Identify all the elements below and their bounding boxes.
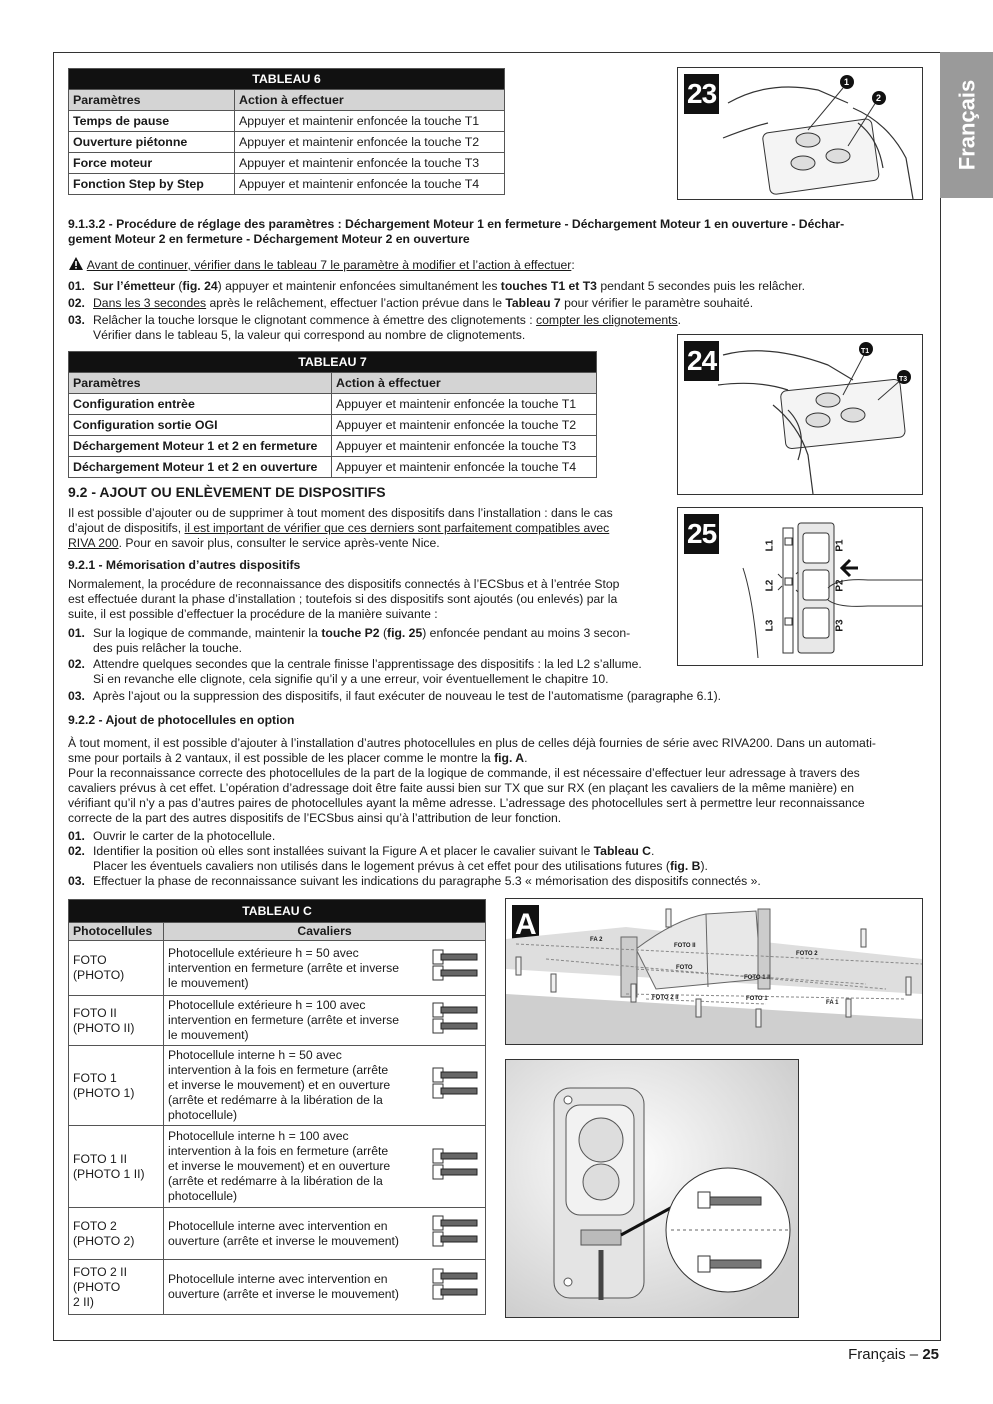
table-cell: Appuyer et maintenir enfoncée la touche T2 [235,132,505,153]
fig-a-label: FA 1 [826,1000,839,1006]
table-caption: TABLEAU 6 [69,69,505,90]
section-92-paragraph: Il est possible d’ajouter ou de supprimer à tout moment des dispositifs dans l’installation : dans le cas d’ajout de dispositifs, il est important de vérifier que ces derniers sont parfaitement compatibles avec RIVA 200. Pour en savoir plus, consulter le service après-vente Nice. [68,506,613,550]
jumper-icon [427,996,486,1046]
fig-a-label: FOTO II [674,943,696,949]
fig-a-label: FA 2 [590,937,603,943]
fig-a-label: FOTO 1 II [744,975,771,981]
table-cell: Déchargement Moteur 1 et 2 en fermeture [69,436,332,457]
p2-label: P2 [834,579,846,592]
jumper-icon [427,941,486,996]
section-922-title: 9.2.2 - Ajout de photocellules en option [68,713,295,727]
table-cell: Ouverture piétonne [69,132,235,153]
photocell-description-cell: Photocellule extérieure h = 50 avec intervention en fermeture (arrête et inverse le mouvement) [164,941,428,996]
remote-control-illustration [678,335,922,494]
t3-label: T3 [899,376,908,383]
section-921-paragraph: Normalement, la procédure de reconnaissance des dispositifs connectés à l’ECSbus et à l’entrée Stop est effectuée durant la phase d’installation ; toutefois si des dispositifs sont ajoutés (ou enlevés) par la suite, il est possible d’effectuer la procédure de la manière suivante : [68,577,620,621]
l2-label: L2 [764,579,776,592]
photocell-description-cell: Photocellule extérieure h = 100 avec intervention en fermeture (arrête et inverse le mouvement) [164,996,428,1046]
photocell-name-cell: FOTO 2 (PHOTO 2) [69,1208,164,1260]
p1-label: P1 [834,539,846,552]
table-header: Cavaliers [164,923,486,941]
page-number: 25 [922,1346,939,1363]
fig-a-label: FOTO 2 II [652,995,679,1001]
table-cell: Appuyer et maintenir enfoncée la touche T1 [332,394,597,415]
table-row [69,457,597,478]
table-row [69,1126,486,1208]
t1-label: T1 [861,348,870,355]
photocell-name-cell: FOTO 1 (PHOTO 1) [69,1046,164,1126]
table-cell: Appuyer et maintenir enfoncée la touche T4 [332,457,597,478]
callout-2: 2 [876,93,882,103]
table-cell: Configuration entrèe [69,394,332,415]
language-tab [940,52,993,198]
photocell-name-cell: FOTO 2 II (PHOTO 2 II) [69,1260,164,1315]
photocell-description-cell: Photocellule interne h = 50 avec intervention à la fois en fermeture (arrête et inverse le mouvement) et en ouverture (arrête et redémarre à la libération de la photocellule) [164,1046,428,1126]
figure-number: 23 [684,74,719,114]
language-tab-label: Français [954,79,979,171]
jumper-icon [427,1126,486,1208]
fig-a-label: FOTO [676,965,693,971]
table-cell: Déchargement Moteur 1 et 2 en ouverture [69,457,332,478]
l3-label: L3 [764,619,776,632]
photocell-name-cell: FOTO 1 II (PHOTO 1 II) [69,1126,164,1208]
photocell-description-cell: Photocellule interne avec intervention en ouverture (arrête et inverse le mouvement) [164,1208,428,1260]
p3-label: P3 [834,619,846,632]
section-922-paragraph: À tout moment, il est possible d’ajouter à l’installation d’autres photocellules en plus de celles déjà fournies de série avec RIVA200. Dans un automati- sme pour portails à 2 vantaux, il est possible de les placer comme le montre la fig. A. Pour la reconnaissance correcte des photocellules de la part de la logique de commande, il est nécessaire d’effectuer leur adressage à travers des cavaliers prévus à cet effet. L’opération d’adressage doit être faite aussi bien sur TX que sur RX (en plaçant les cavaliers de la même manière) en vérifiant qu’il n’y a pas d’autres paires de photocellules ayant la même adresse. L’adressage des photocellules sert à permettre leur reconnaissance correcte de la part des autres dispositifs de l’ECSbus ainsi qu’à l’attribution de leur fonction. [68,736,876,825]
table-header: Paramètres [69,373,332,394]
table-cell: Configuration sortie OGI [69,415,332,436]
figure-number: 25 [684,514,719,554]
table-cell: Appuyer et maintenir enfoncée la touche T1 [235,111,505,132]
table-row [69,415,597,436]
photocell-description-cell: Photocellule interne avec intervention en ouverture (arrête et inverse le mouvement) [164,1260,428,1315]
table-cell: Force moteur [69,153,235,174]
table-row [69,394,597,415]
photocell-name-cell: FOTO II (PHOTO II) [69,996,164,1046]
control-board-illustration [678,508,922,665]
callout-1: 1 [844,77,850,87]
remote-control-illustration [678,68,922,199]
page-footer: Français – 25 [848,1346,939,1363]
table-row [69,1046,486,1126]
table-caption: TABLEAU C [69,900,486,923]
table-row [69,1260,486,1315]
table-row [69,1208,486,1260]
table-header: Action à effectuer [332,373,597,394]
figure-a [505,898,923,1045]
table-cell: Fonction Step by Step [69,174,235,195]
gate-layout-illustration [506,899,922,1044]
table-row [69,153,505,174]
figure-25 [677,507,923,666]
figure-letter: A [512,905,539,945]
figure-b [505,1059,799,1318]
table-header: Photocellules [69,923,164,941]
table-row [69,174,505,195]
table-header: Paramètres [69,90,235,111]
tableau-7 [68,351,597,478]
jumper-icon [427,1208,486,1260]
table-row [69,996,486,1046]
l1-label: L1 [764,539,776,552]
figure-24 [677,334,923,495]
tableau-c [68,899,486,1315]
photocell-name-cell: FOTO (PHOTO) [69,941,164,996]
table-cell: Appuyer et maintenir enfoncée la touche T2 [332,415,597,436]
table-row [69,111,505,132]
figure-23 [677,67,923,200]
table-header: Action à effectuer [235,90,505,111]
section-921-title: 9.2.1 - Mémorisation d’autres dispositifs [68,558,301,572]
jumper-icon [427,1046,486,1126]
table-row [69,941,486,996]
fig-a-label: FOTO 1 [746,996,768,1002]
table-cell: Appuyer et maintenir enfoncée la touche T3 [332,436,597,457]
warning-line: Avant de continuer, vérifier dans le tableau 7 le paramètre à modifier et l’action à effectuer: [68,256,575,273]
figure-number: 24 [684,341,719,381]
section-92-title: 9.2 - AJOUT OU ENLÈVEMENT DE DISPOSITIFS [68,484,386,500]
jumper-icon [427,1260,486,1315]
warning-icon [68,256,84,271]
table-row [69,132,505,153]
tableau-6 [68,68,505,195]
table-cell: Appuyer et maintenir enfoncée la touche T3 [235,153,505,174]
table-cell: Appuyer et maintenir enfoncée la touche T4 [235,174,505,195]
table-cell: Temps de pause [69,111,235,132]
table-caption: TABLEAU 7 [69,352,597,373]
section-9132-title: 9.1.3.2 - Procédure de réglage des paramètres : Déchargement Moteur 1 en fermeture - Déchargement Moteur 1 en ouverture - Déchar- gement Moteur 2 en fermeture - Déchargement Moteur 2 en ouverture [68,217,845,246]
photocell-description-cell: Photocellule interne h = 100 avec intervention à la fois en fermeture (arrête et inverse le mouvement) et en ouverture (arrête et redémarre à la libération de la photocellule) [164,1126,428,1208]
table-row [69,436,597,457]
photocell-illustration [506,1060,798,1317]
fig-a-label: FOTO 2 [796,951,818,957]
